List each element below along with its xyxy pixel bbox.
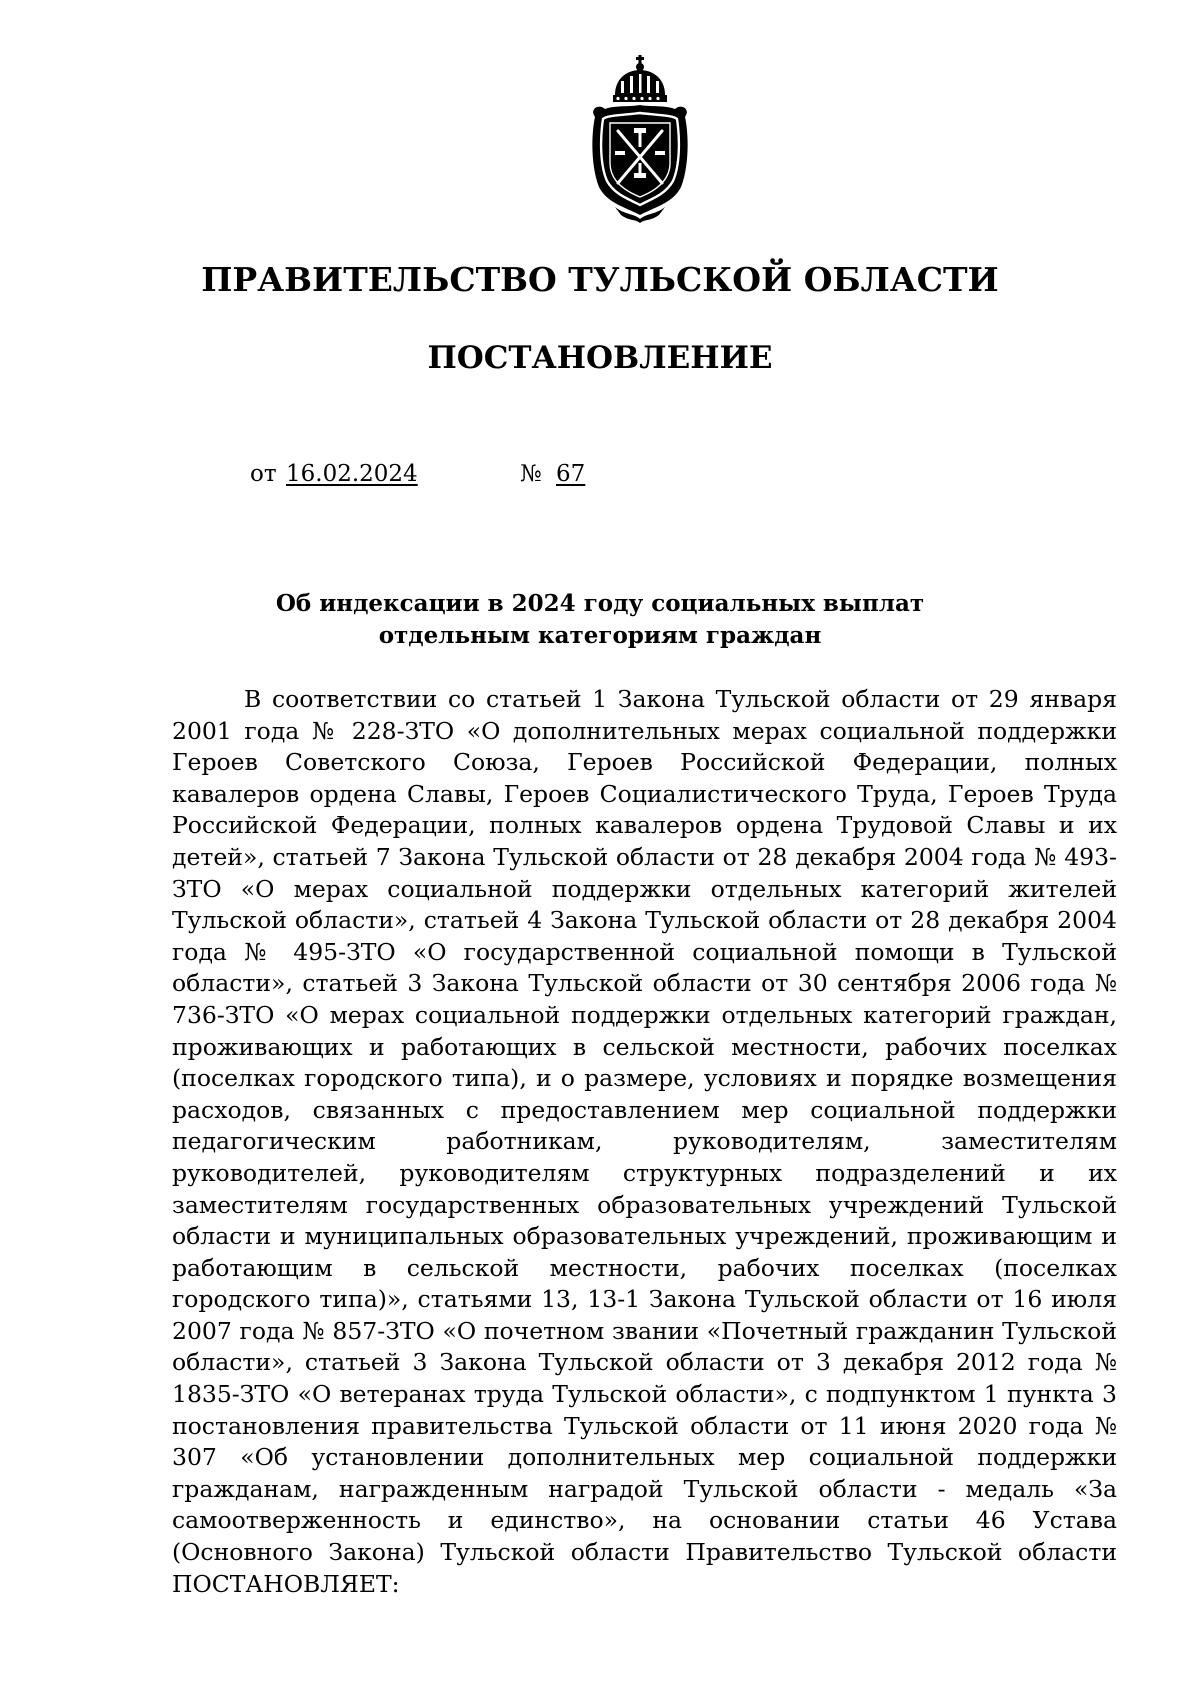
government-title: ПРАВИТЕЛЬСТВО ТУЛЬСКОЙ ОБЛАСТИ: [201, 260, 999, 299]
number-label: №: [520, 461, 542, 487]
document-subject: [0, 588, 1200, 652]
subject-line-2: отдельным категориям граждан: [378, 622, 822, 649]
date-label: от: [250, 461, 277, 487]
body-paragraph: В соответствии со статьей 1 Закона Тульской области от 29 января 2001 года № 228-ЗТО «О дополнительных мерах социальной поддержки Героев Советского Союза, Героев Российской Федерации, полных кавалеров ордена Славы, Героев Социалистического Труда, Героев Труда Российской Федерации, полных кавалеров ордена Трудовой Славы и их детей», статьей 7 Закона Тульской области от 28 декабря 2004 года № 493-ЗТО «О мерах социальной поддержки отдельных категорий жителей Тульской области», статьей 4 Закона Тульской области от 28 декабря 2004 года № 495-ЗТО «О государственной социальной помощи в Тульской области», статьей 3 Закона Тульской области от 30 сентября 2006 года № 736-ЗТО «О мерах социальной поддержки отдельных категорий граждан, проживающих и работающих в сельской местности, рабочих поселках (поселках городского типа), и о размере, условиях и порядке возмещения расходов, связанных с предоставлением мер социальной поддержки педагогическим работникам, руководителям, заместителям руководителей, руководителям структурных подразделений и их заместителям государственных образовательных учреждений Тульской области и муниципальных образовательных учреждений, проживающим и работающим в сельской местности, рабочих поселках (поселках городского типа)», статьями 13, 13-1 Закона Тульской области от 16 июля 2007 года № 857-ЗТО «О почетном звании «Почетный гражданин Тульской области», статьей 3 Закона Тульской области от 3 декабря 2012 года № 1835-ЗТО «О ветеранах труда Тульской области», с подпунктом 1 пункта 3 постановления правительства Тульской области от 11 июня 2020 года № 307 «Об установлении дополнительных мер социальной поддержки гражданам, награжденным наградой Тульской области - медаль «За самоотверженность и единство», на основании статьи 46 Устава (Основного Закона) Тульской области Правительство Тульской области ПОСТАНОВЛЯЕТ:: [172, 685, 1117, 1598]
subject-line-1: Об индексации в 2024 году социальных выплат: [275, 590, 925, 617]
document-type: ПОСТАНОВЛЕНИЕ: [427, 340, 773, 376]
document-date: 16.02.2024: [286, 461, 418, 487]
document-number: 67: [556, 461, 586, 487]
tula-coat-of-arms-icon: [585, 55, 695, 223]
